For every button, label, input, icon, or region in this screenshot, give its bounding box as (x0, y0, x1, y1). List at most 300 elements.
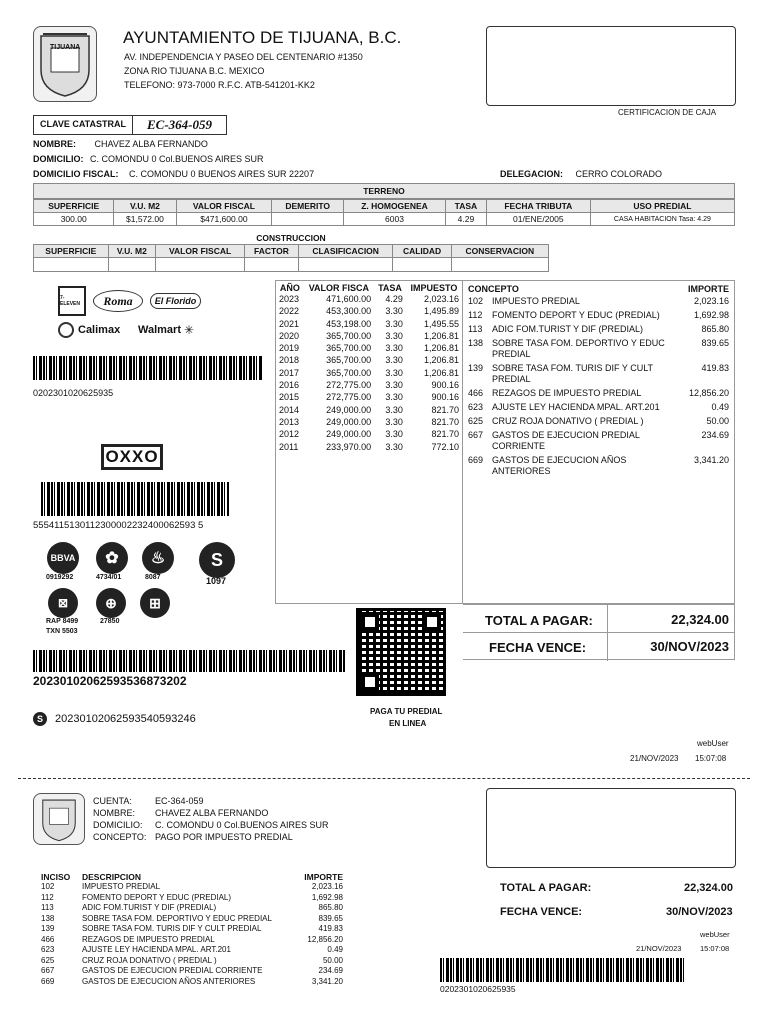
nombre-row (33, 139, 208, 149)
concept-code: 113 (468, 324, 483, 334)
stub-cell: 623 (41, 945, 55, 954)
qr-code[interactable] (356, 608, 446, 696)
stub-info (93, 795, 329, 843)
col-superficie: SUPERFICIE (34, 245, 109, 258)
stub-row (37, 903, 347, 914)
calimax-text: Calimax (78, 324, 121, 336)
history-cell: 900.16 (431, 392, 459, 403)
history-cell: 2017 (279, 367, 300, 378)
seven-eleven-logo (58, 286, 86, 316)
concept-description: CRUZ ROJA DONATIVO ( PREDIAL ) (492, 416, 644, 426)
oxxo-logo (101, 444, 163, 470)
bank-7-logo: ⊞ (140, 588, 170, 618)
stub-nombre-value: CHAVEZ ALBA FERNANDO (155, 808, 269, 818)
concept-amount: 1,692.98 (693, 310, 729, 320)
concept-amount: 3,341.20 (693, 455, 729, 465)
history-row (276, 305, 462, 317)
domicilio-row (33, 154, 264, 164)
stub-nombre-row (93, 807, 329, 819)
oxxo-text: OXXO (105, 447, 159, 466)
cell: 01/ENE/2005 (486, 213, 590, 226)
concept-code: 667 (468, 430, 484, 440)
concept-amount: 12,856.20 (688, 388, 729, 398)
concept-list (468, 296, 729, 477)
stub-seal (33, 793, 85, 845)
history-table (276, 283, 462, 453)
col-importe: IMPORTE (304, 872, 343, 882)
stub-cell: CRUZ ROJA DONATIVO ( PREDIAL ) (81, 955, 217, 965)
history-cell: 3.30 (385, 330, 403, 341)
concept-amount: 419.83 (701, 363, 729, 373)
barcode-number: 0202301020625935 (33, 388, 114, 398)
history-row (276, 404, 462, 416)
history-cell: 2021 (279, 318, 300, 329)
history-cell: 2022 (279, 306, 300, 317)
payment-barcode-number: 20230102062593536873202 (33, 674, 187, 688)
col-tasa: TASA (378, 283, 402, 293)
cell: 4.29 (445, 213, 486, 226)
bank-6-code: 27850 (100, 618, 120, 625)
history-cell: 365,700.00 (326, 355, 372, 366)
page-title: AYUNTAMIENTO DE TIJUANA, B.C. (123, 28, 402, 47)
stub-cuenta-row (93, 795, 329, 807)
stub-domicilio-value: C. COMONDU 0 Col.BUENOS AIRES SUR (155, 820, 329, 830)
reference-number: 20230102062593540593246 (55, 713, 196, 725)
history-cell: 4.29 (385, 294, 403, 304)
cell (451, 258, 548, 272)
total-value: 22,324.00 (671, 612, 729, 627)
stub-row (37, 893, 347, 904)
stub-cell: AJUSTE LEY HACIENDA MPAL. ART.201 (81, 945, 231, 954)
history-row (276, 330, 462, 342)
history-cell: 3.30 (385, 367, 403, 378)
phone-line: TELEFONO: 973-7000 R.F.C. ATB-541201-KK2 (124, 80, 315, 90)
concept-item (468, 310, 729, 321)
history-cell: 249,000.00 (326, 416, 372, 427)
stub-cell: 50.00 (322, 955, 343, 965)
amount-header-label: IMPORTE (687, 284, 729, 294)
concept-item (468, 388, 729, 399)
history-cell: 3.30 (385, 429, 403, 440)
history-cell: 471,600.00 (326, 294, 372, 304)
stub-cell: SOBRE TASA FOM. TURIS DIF Y CULT PREDIAL (81, 924, 262, 933)
col-tasa: TASA (445, 200, 486, 213)
concept-amount: 234.69 (701, 430, 729, 440)
col-clasificacion: CLASIFICACION (298, 245, 393, 258)
history-cell: 2018 (279, 355, 300, 366)
stub-barcode-number: 0202301020625935 (440, 984, 516, 994)
cell: $471,600.00 (176, 213, 272, 226)
address-line-2: ZONA RIO TIJUANA B.C. MEXICO (124, 66, 265, 76)
vence-value: 30/NOV/2023 (650, 639, 729, 654)
bank-4-code: 1097 (206, 576, 227, 586)
cell: 6003 (344, 213, 446, 226)
col-demerito: DEMERITO (272, 200, 344, 213)
shield-icon (37, 796, 81, 842)
history-cell: 453,198.00 (326, 318, 372, 329)
history-cell: 2011 (279, 441, 299, 452)
history-cell: 2020 (279, 330, 300, 341)
history-cell: 1,495.89 (423, 306, 459, 317)
clave-label: CLAVE CATASTRAL (33, 115, 133, 135)
oxxo-barcode (41, 482, 229, 516)
stub-cell: ADIC FOM.TURIST Y DIF (PREDIAL) (81, 903, 217, 912)
bank-3-code: 8087 (145, 574, 161, 581)
concept-item (468, 324, 729, 335)
concept-amount: 839.65 (701, 338, 729, 348)
stub-web-user: webUser (700, 930, 730, 939)
stub-cell: 112 (41, 892, 54, 902)
cell (34, 258, 109, 272)
concept-item (468, 363, 729, 385)
domicilio-fiscal-row (33, 169, 314, 179)
walmart-logo (138, 323, 194, 337)
clave-value: EC-364-059 (133, 115, 227, 135)
seal-text: TIJUANA (50, 44, 81, 51)
stub-cell: 12,856.20 (307, 934, 343, 944)
stub-cell: FOMENTO DEPORT Y EDUC (PREDIAL) (81, 892, 232, 902)
vence-row (463, 633, 735, 661)
concept-description: GASTOS DE EJECUCION PREDIAL CORRIENTE (492, 430, 640, 451)
history-cell: 1,206.81 (423, 330, 459, 341)
nombre-value: CHAVEZ ALBA FERNANDO (94, 139, 208, 149)
stub-concepto-label: CONCEPTO: (93, 832, 147, 842)
cell (298, 258, 393, 272)
stub-cell: 865.80 (318, 903, 343, 912)
certification-box (486, 26, 736, 106)
history-cell: 249,000.00 (326, 429, 372, 440)
cell (272, 213, 344, 226)
stub-cell: 234.69 (318, 966, 343, 975)
stub-cell: 466 (41, 934, 55, 944)
stub-total-value: 22,324.00 (684, 882, 733, 894)
stub-row (37, 966, 347, 977)
issue-time: 15:07:08 (695, 754, 727, 763)
delegacion-label: DELEGACION: (500, 169, 563, 179)
concept-item (468, 416, 729, 427)
history-cell: 1,206.81 (423, 343, 459, 354)
history-row (276, 379, 462, 391)
col-valor-fiscal: VALOR FISCAL (176, 200, 272, 213)
walmart-spark-icon: ✳ (184, 323, 195, 337)
bbva-logo (47, 542, 79, 574)
history-cell: 365,700.00 (326, 343, 372, 354)
stub-date: 21/NOV/2023 (636, 944, 682, 953)
col-descripcion: DESCRIPCION (81, 872, 142, 882)
history-cell: 900.16 (431, 380, 459, 391)
history-cell: 2016 (279, 380, 300, 391)
history-cell: 365,700.00 (326, 330, 372, 341)
history-row (276, 354, 462, 366)
col-superficie: SUPERFICIE (34, 200, 114, 213)
concept-code: 669 (468, 455, 484, 465)
stub-cell: 138 (41, 913, 55, 923)
payment-barcode (33, 650, 345, 672)
stub-nombre-label: NOMBRE: (93, 808, 136, 818)
terreno-section (33, 183, 735, 226)
domicilio-label: DOMICILIO: (33, 154, 84, 164)
terreno-title: TERRENO (33, 183, 735, 199)
issue-date: 21/NOV/2023 (630, 754, 679, 763)
qr-finder (361, 673, 379, 691)
history-cell: 3.30 (385, 318, 403, 329)
stub-row (37, 977, 347, 988)
cell (108, 258, 155, 272)
construccion-data-row (34, 258, 549, 272)
history-cell: 365,700.00 (326, 367, 372, 378)
stub-vence-value: 30/NOV/2023 (666, 906, 733, 918)
concept-code: 623 (468, 402, 484, 412)
cell (393, 258, 451, 272)
stub-row (37, 945, 347, 956)
domicilio-fiscal-label: DOMICILIO FISCAL: (33, 169, 119, 179)
delegacion-row (500, 169, 662, 179)
concept-item (468, 338, 729, 360)
history-row (276, 428, 462, 440)
concept-amount: 0.49 (711, 402, 729, 412)
concept-header-label: CONCEPTO (468, 284, 519, 294)
bank-2-code: 4734/01 (96, 574, 122, 581)
stub-cell: 667 (41, 966, 55, 975)
concept-code: 625 (468, 416, 484, 426)
bbva-code: 0919292 (46, 574, 74, 581)
qr-caption-2: EN LINEA (389, 719, 427, 728)
history-row (276, 293, 462, 305)
concept-description: REZAGOS DE IMPUESTO PREDIAL (492, 388, 642, 398)
history-cell: 3.30 (385, 380, 403, 391)
col-z-homogenea: Z. HOMOGENEA (344, 200, 446, 213)
history-cell: 1,495.55 (423, 318, 459, 329)
concept-amount: 2,023.16 (693, 296, 729, 306)
construccion-section (33, 232, 549, 272)
seven-eleven-text: 7-ELEVEN (60, 295, 81, 307)
concept-amount: 865.80 (701, 324, 729, 334)
stub-cell: REZAGOS DE IMPUESTO PREDIAL (81, 934, 215, 944)
stub-vence-label: FECHA VENCE: (500, 906, 583, 918)
stub-cell: 669 (41, 976, 55, 986)
roma-logo (93, 290, 143, 312)
col-impuesto: IMPUESTO (410, 283, 458, 293)
cell (245, 258, 299, 272)
stub-cell: 839.65 (318, 913, 343, 923)
history-row (276, 342, 462, 354)
stub-row (37, 935, 347, 946)
total-label: TOTAL A PAGAR: (485, 613, 593, 628)
concept-item (468, 296, 729, 307)
stub-cell: GASTOS DE EJECUCION AÑOS ANTERIORES (81, 976, 256, 986)
walmart-text: Walmart (138, 324, 181, 336)
qr-caption-1: PAGA TU PREDIAL (370, 707, 443, 716)
stub-cuenta-label: CUENTA: (93, 796, 132, 806)
history-cell: 3.30 (385, 441, 403, 452)
stub-barcode (440, 958, 686, 982)
bank-2-logo: ✿ (96, 542, 128, 574)
history-row (276, 441, 462, 453)
col-calidad: CALIDAD (393, 245, 451, 258)
history-cell: 3.30 (385, 355, 403, 366)
concept-code: 466 (468, 388, 484, 398)
stub-cell: 0.49 (327, 945, 343, 954)
concept-description: FOMENTO DEPORT Y EDUC (PREDIAL) (492, 310, 660, 320)
stub-row (37, 924, 347, 935)
cell (156, 258, 245, 272)
bbva-text: BBVA (50, 553, 76, 563)
history-cell: 2023 (279, 294, 300, 304)
stub-header-row (37, 872, 347, 882)
concept-description: GASTOS DE EJECUCION AÑOS ANTERIORES (492, 455, 627, 476)
bank-6-logo: ⊕ (96, 588, 126, 618)
stub-cell: IMPUESTO PREDIAL (81, 882, 161, 891)
bank-4-logo: S (199, 542, 235, 578)
history-row (276, 318, 462, 330)
stub-row (37, 956, 347, 967)
history-row (276, 367, 462, 379)
totals-box (463, 604, 735, 660)
stub-cell: SOBRE TASA FOM. DEPORTIVO Y EDUC PREDIAL (81, 913, 272, 923)
stub-concepto-value: PAGO POR IMPUESTO PREDIAL (155, 832, 293, 842)
history-cell: 3.30 (385, 343, 403, 354)
history-cell: 772.10 (431, 441, 459, 452)
calimax-logo (58, 322, 120, 338)
construccion-header-row (34, 245, 549, 258)
bank-3-logo: ♨ (142, 542, 174, 574)
concept-code: 138 (468, 338, 484, 348)
cell: 300.00 (34, 213, 114, 226)
history-cell: 1,206.81 (423, 367, 459, 378)
certification-label: CERTIFICACION DE CAJA (618, 108, 717, 117)
santander-icon: S (33, 712, 47, 726)
cut-line (18, 778, 750, 779)
stub-domicilio-row (93, 819, 329, 831)
concept-item (468, 430, 729, 452)
construccion-title: CONSTRUCCION (256, 233, 326, 243)
stub-total-label: TOTAL A PAGAR: (500, 882, 592, 894)
cell: CASA HABITACION Tasa: 4.29 (590, 213, 734, 226)
terreno-header-row (34, 200, 735, 213)
history-row (276, 416, 462, 428)
stub-row (37, 882, 347, 893)
bank-logos (42, 542, 242, 642)
stub-cell: 3,341.20 (311, 976, 343, 986)
history-cell: 453,300.00 (326, 306, 372, 317)
history-cell: 1,206.81 (423, 355, 459, 366)
concept-code: 102 (468, 296, 484, 306)
concepts-panel (463, 280, 735, 604)
construccion-table (33, 244, 549, 272)
concept-code: 112 (468, 310, 483, 320)
history-cell: 2,023.16 (423, 294, 459, 304)
history-cell: 272,775.00 (326, 380, 372, 391)
concept-description: AJUSTE LEY HACIENDA MPAL. ART.201 (492, 402, 660, 412)
col-conservacion: CONSERVACION (451, 245, 548, 258)
vence-label: FECHA VENCE: (489, 640, 587, 655)
col-vu-m2: V.U. M2 (108, 245, 155, 258)
delegacion-value: CERRO COLORADO (575, 169, 663, 179)
concept-description: SOBRE TASA FOM. DEPORTIVO Y EDUC PREDIAL (492, 338, 665, 359)
stub-cell: 113 (41, 903, 54, 912)
barcode (33, 356, 263, 380)
history-cell: 3.30 (385, 306, 403, 317)
stub-cell: 1,692.98 (311, 892, 343, 902)
roma-text: Roma (103, 293, 133, 308)
stub-certification-box (486, 788, 736, 868)
col-vu-m2: V.U. M2 (114, 200, 176, 213)
address-line-1: AV. INDEPENDENCIA Y PASEO DEL CENTENARIO #1350 (124, 52, 363, 62)
shield-icon (37, 30, 93, 98)
col-factor: FACTOR (245, 245, 299, 258)
nombre-label: NOMBRE: (33, 139, 76, 149)
history-cell: 3.30 (385, 416, 403, 427)
history-cell: 3.30 (385, 392, 403, 403)
concept-item (468, 402, 729, 413)
stub-cell: 2,023.16 (311, 882, 343, 891)
calimax-icon (58, 322, 74, 338)
history-cell: 249,000.00 (326, 404, 372, 415)
web-user: webUser (697, 739, 729, 748)
concept-description: SOBRE TASA FOM. TURIS DIF Y CULT PREDIAL (492, 363, 653, 384)
history-cell: 2013 (279, 416, 300, 427)
col-inciso: INCISO (41, 872, 71, 882)
terreno-table (33, 199, 735, 226)
stub-cell: 102 (41, 882, 55, 891)
qr-finder (361, 613, 379, 631)
history-row (276, 391, 462, 403)
concept-code: 139 (468, 363, 484, 373)
stub-cell: GASTOS DE EJECUCION PREDIAL CORRIENTE (81, 966, 263, 975)
qr-finder (423, 613, 441, 631)
stub-table (37, 872, 347, 987)
terreno-data-row (34, 213, 735, 226)
stub-cell: 625 (41, 955, 55, 965)
stub-row (37, 914, 347, 925)
concept-description: IMPUESTO PREDIAL (492, 296, 580, 306)
col-valor: VALOR FISCA (308, 283, 370, 293)
stub-time: 15:07:08 (700, 944, 730, 953)
bank-5-logo: ⊠ (48, 588, 78, 618)
history-cell: 2019 (279, 343, 300, 354)
concept-amount: 50.00 (706, 416, 729, 426)
municipal-seal (33, 26, 97, 102)
history-cell: 2015 (279, 392, 300, 403)
history-cell: 821.70 (431, 416, 459, 427)
stub-cell: 419.83 (318, 924, 343, 933)
history-cell: 2012 (279, 429, 300, 440)
history-cell: 233,970.00 (326, 441, 372, 452)
stub-cuenta-value: EC-364-059 (155, 796, 204, 806)
oxxo-barcode-number: 5554115130112300002232400062593 5 (33, 520, 204, 531)
el-florido-text: El Florido (150, 293, 202, 309)
history-cell: 2014 (279, 404, 300, 415)
col-uso-predial: USO PREDIAL (590, 200, 734, 213)
concepts-header (468, 284, 729, 294)
history-cell: 272,775.00 (326, 392, 372, 403)
col-fecha-tributa: FECHA TRIBUTA (486, 200, 590, 213)
bank-5-code-2: TXN 5503 (46, 628, 78, 635)
concept-description: ADIC FOM.TURIST Y DIF (PREDIAL) (492, 324, 644, 334)
domicilio-value: C. COMONDU 0 Col.BUENOS AIRES SUR (90, 154, 264, 164)
col-valor-fiscal: VALOR FISCAL (156, 245, 245, 258)
bank-5-code: RAP 8499 (46, 618, 79, 625)
history-cell: 3.30 (385, 404, 403, 415)
history-header-row (276, 283, 462, 293)
total-row (463, 605, 735, 633)
reference-line (33, 712, 196, 726)
domicilio-fiscal-value: C. COMONDU 0 BUENOS AIRES SUR 22207 (129, 169, 315, 179)
stub-domicilio-label: DOMICILIO: (93, 820, 143, 830)
stub-concepto-row (93, 831, 329, 843)
el-florido-logo (148, 286, 203, 316)
concept-item (468, 455, 729, 477)
